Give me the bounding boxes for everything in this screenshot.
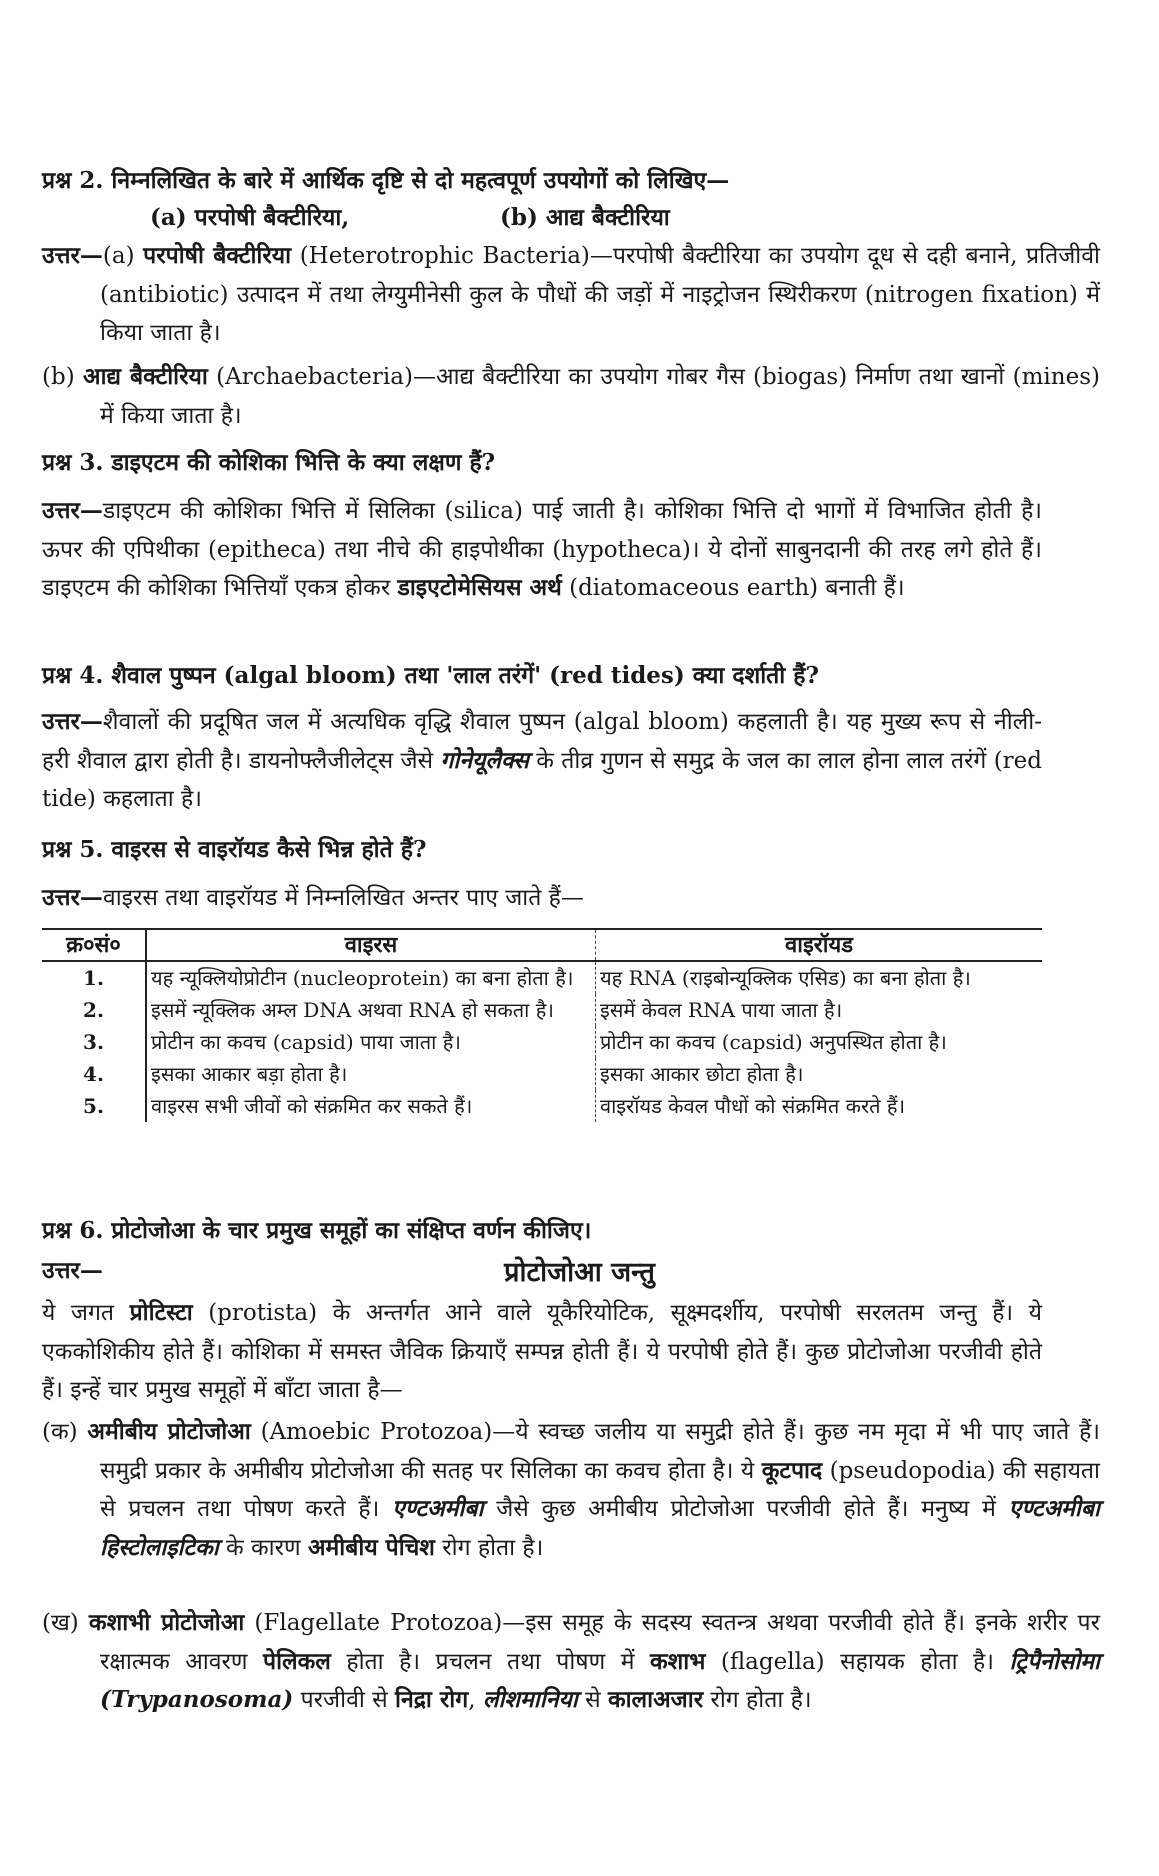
question-2-title <box>42 162 1042 201</box>
bold-text: प्रश्न 4. शैवाल पुष्पन (algal bloom) तथा 'लाल तरंगें' (red tides) क्या दर्शाती हैं? <box>42 662 819 689</box>
text: (pseudopodia) की सहायता से प्रचलन तथा पोषण करते हैं। <box>100 1457 1100 1522</box>
bold-text: उत्तर— <box>42 242 103 269</box>
text: वाइरस तथा वाइरॉयड में निम्नलिखित अन्तर पाए जाते हैं— <box>102 885 584 911</box>
text: , <box>468 1687 483 1713</box>
bold-text: आद्य बैक्टीरिया <box>82 363 208 390</box>
text: (flagella) सहायक होता है। <box>705 1648 1010 1675</box>
table-row <box>42 961 1042 994</box>
group-kha <box>42 1604 1100 1720</box>
question-5-title <box>42 831 1042 870</box>
group-ka <box>42 1413 1100 1567</box>
virus-cell: इसमें न्यूक्लिक अम्ल DNA अथवा RNA हो सकता है। <box>146 994 596 1026</box>
serial-cell: 3. <box>83 1030 104 1054</box>
text: से <box>577 1687 608 1713</box>
bold-text: कूटपाद <box>761 1456 823 1484</box>
text: शैवालों की प्रदूषित जल में अत्यधिक वृद्धि शैवाल पुष्पन (algal bloom) कहलाती है। यह मुख्य रूप से नीली-हरी शैवाल द्वारा होती है। डायनोफ्लैजीलेट्स जैसे <box>42 709 1042 774</box>
table-row <box>42 1026 1042 1058</box>
question-4-title <box>42 657 1042 696</box>
text: (diatomaceous earth) बनाती हैं। <box>561 575 905 601</box>
bold-text: प्रोटिस्टा <box>129 1299 193 1326</box>
virus-viroid-table <box>42 928 1042 1122</box>
text: (क) <box>42 1419 88 1445</box>
bold-text: प्रश्न 3. डाइएटम की कोशिका भित्ति के क्या लक्षण हैं? <box>42 449 496 476</box>
question-3-title <box>42 444 1042 483</box>
bold-text: उत्तर— <box>42 708 103 735</box>
bold-text: पेलिकल <box>263 1647 331 1675</box>
bold-text: प्रश्न 5. वाइरस से वाइरॉयड कैसे भिन्न होते हैं? <box>42 836 427 863</box>
italic-text: लीशमानिया <box>482 1686 578 1713</box>
italic-text: गोनेयूलैक्स <box>440 746 529 774</box>
virus-cell: यह न्यूक्लियोप्रोटीन (nucleoprotein) का बना होता है। <box>146 961 596 994</box>
table-row <box>42 994 1042 1026</box>
text: (protista) के अन्तर्गत आने वाले यूकैरियोटिक, सूक्ष्मदर्शीय, परपोषी सरलतम जन्तु हैं। ये एककोशिकीय होते हैं। कोशिका में समस्त जैविक क्रियाएँ सम्पन्न होती हैं। ये परपोषी होते हैं। कुछ प्रोटोजोआ परजीवी होते हैं। इन्हें चार प्रमुख समूहों में बाँटा जाता है— <box>42 1300 1043 1403</box>
text: रोग होता है। <box>434 1534 544 1561</box>
table-row <box>42 1090 1042 1122</box>
text: जैसे कुछ अमीबीय प्रोटोजोआ परजीवी होते हैं। मनुष्य में <box>483 1496 1009 1522</box>
bold-text: उत्तर— <box>42 884 103 911</box>
italic-text: एण्टअमीबा <box>392 1495 484 1522</box>
answer-2a <box>42 237 1100 353</box>
serial-cell: 5. <box>83 1094 104 1118</box>
bold-text: प्रश्न 2. निम्नलिखित के बारे में आर्थिक दृष्टि से दो महत्वपूर्ण उपयोगों को लिखिए— <box>42 167 730 194</box>
text: डाइएटम की कोशिका भित्ति में सिलिका (silica) पाई जाती है। कोशिका भित्ति दो भागों में विभाजित होती है। ऊपर की एपिथीका (epitheca) तथा नीचे की हाइपोथीका (hypotheca)। ये दोनों साबुनदानी की तरह लगे होते हैं। डाइएटम की कोशिका भित्तियाँ एकत्र होकर <box>42 498 1042 601</box>
option-a: (a) परपोषी बैक्टीरिया, <box>150 204 350 231</box>
answer-4 <box>42 703 1042 819</box>
answer-5 <box>42 879 1042 918</box>
answer-6-intro <box>42 1294 1042 1410</box>
viroid-cell: प्रोटीन का कवच (capsid) अनुपस्थित होता है। <box>600 1030 947 1054</box>
serial-cell: 2. <box>83 998 104 1022</box>
serial-cell: 4. <box>83 1062 104 1086</box>
virus-cell: वाइरस सभी जीवों को संक्रमित कर सकते हैं। <box>146 1090 596 1122</box>
text: (Archaebacteria)—आद्य बैक्टीरिया का उपयोग गोबर गैस (biogas) निर्माण तथा खानों (mines) में किया जाता है। <box>100 364 1100 429</box>
question-2-options <box>150 200 850 232</box>
text: के तीव्र गुणन से समुद्र के जल का लाल होना लाल तरंगें (red tide) कहलाता है। <box>42 747 1042 812</box>
viroid-cell: इसमें केवल RNA पाया जाता है। <box>600 998 843 1022</box>
bold-text: कशाभ <box>649 1647 706 1675</box>
italic-text: ट्रिपैनोसोमा (Trypanosoma) <box>100 1647 1100 1713</box>
text: परजीवी से <box>293 1687 395 1713</box>
text: (ख) <box>42 1610 89 1636</box>
text: के कारण <box>218 1534 308 1561</box>
viroid-cell: वाइरॉयड केवल पौधों को संक्रमित करते हैं। <box>600 1094 906 1118</box>
header-virus: वाइरस <box>146 929 596 961</box>
text: (Heterotrophic Bacteria)—परपोषी बैक्टीरिया का उपयोग दूध से दही बनाने, प्रतिजीवी (antibiotic) उत्पादन में तथा लेग्युमीनेसी कुल के पौधों की जड़ों में नाइट्रोजन स्थिरीकरण (nitrogen fixation) में किया जाता है। <box>100 243 1100 346</box>
viroid-cell: यह RNA (राइबोन्यूक्लिक एसिड) का बना होता है। <box>600 966 971 990</box>
answer-3 <box>42 492 1042 608</box>
header-viroid: वाइरॉयड <box>596 929 1043 961</box>
text: (b) <box>42 364 83 390</box>
bold-text: प्रश्न 6. प्रोटोजोआ के चार प्रमुख समूहों का संक्षिप्त वर्णन कीजिए। <box>42 1217 592 1244</box>
section-heading: प्रोटोजोआ जन्तु <box>504 1257 655 1288</box>
answer-2b <box>42 358 1100 435</box>
option-b: (b) आद्य बैक्टीरिया <box>500 204 670 231</box>
bold-text: कशाभी प्रोटोजोआ <box>88 1609 245 1636</box>
text: ये जगत <box>42 1300 130 1326</box>
header-serial: क्र०सं० <box>42 929 146 961</box>
bold-text: कालाअजार <box>607 1686 704 1713</box>
serial-cell: 1. <box>83 966 104 990</box>
viroid-cell: इसका आकार छोटा होता है। <box>600 1062 804 1086</box>
bold-text: उत्तर— <box>42 497 103 524</box>
italic-text: एण्टअमीबा हिस्टोलाइटिका <box>100 1495 1100 1561</box>
bold-text: परपोषी बैक्टीरिया <box>143 242 292 269</box>
text: (a) <box>102 243 144 269</box>
bold-text: उत्तर— <box>42 1257 103 1284</box>
text: (Amoebic Protozoa)—ये स्वच्छ जलीय या समुद्री होते हैं। कुछ नम मृदा में भी पाए जाते हैं। समुद्री प्रकार के अमीबीय प्रोटोजोआ की सतह पर सिलिका का कवच होता है। ये <box>100 1419 1101 1484</box>
virus-cell: इसका आकार बड़ा होता है। <box>146 1058 596 1090</box>
bold-text: अमीबीय प्रोटोजोआ <box>87 1418 251 1445</box>
text: रोग होता है। <box>703 1687 812 1713</box>
table-row <box>42 1058 1042 1090</box>
bold-text: निद्रा रोग <box>395 1686 469 1713</box>
bold-text: अमीबीय पेचिश <box>307 1533 435 1561</box>
virus-cell: प्रोटीन का कवच (capsid) पाया जाता है। <box>146 1026 596 1058</box>
bold-text: डाइएटोमेसियस अर्थ <box>397 574 562 601</box>
text: (Flagellate Protozoa)—इस समूह के सदस्य स्वतन्त्र अथवा परजीवी होते हैं। इनके शरीर पर रक्षात्मक आवरण <box>100 1610 1100 1675</box>
text: होता है। प्रचलन तथा पोषण में <box>330 1648 650 1675</box>
question-6-title <box>42 1212 1042 1251</box>
